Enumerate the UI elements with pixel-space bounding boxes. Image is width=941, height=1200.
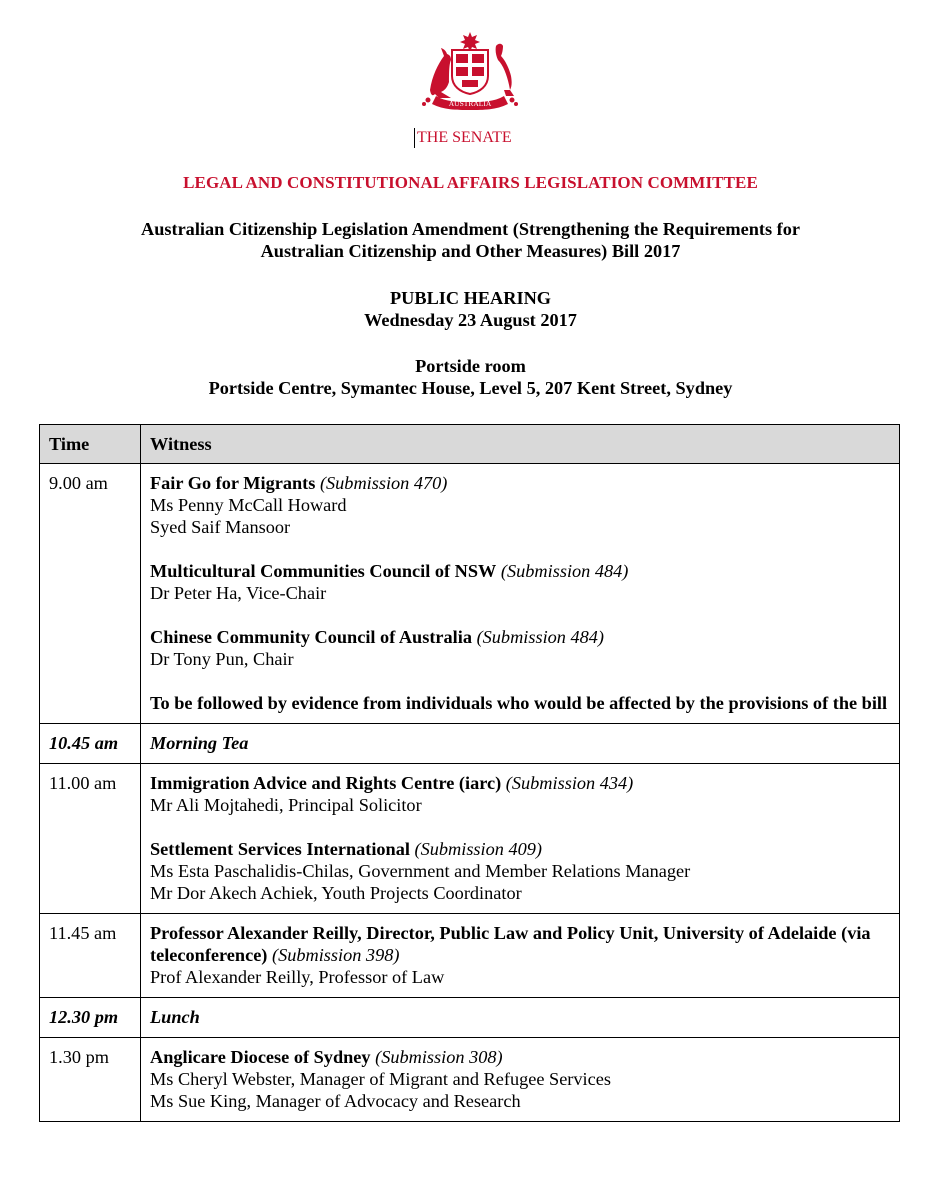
individuals-note: To be followed by evidence from individuals who would be affected by the provisions of the bill (150, 693, 888, 713)
organisation-name: Chinese Community Council of Australia (150, 627, 472, 647)
witness-name: Mr Ali Mojtahedi, Principal Solicitor (150, 795, 422, 815)
senate-label: THE SENATE (414, 128, 512, 148)
time-cell: 9.00 am (40, 464, 141, 724)
witness-name: Ms Sue King, Manager of Advocacy and Research (150, 1091, 521, 1111)
witness-name: Ms Penny McCall Howard (150, 495, 347, 515)
organisation-name: Anglicare Diocese of Sydney (150, 1047, 371, 1067)
organisation-name: Settlement Services International (150, 839, 410, 859)
witness-cell (141, 914, 900, 998)
organisation-name: Immigration Advice and Rights Centre (iarc) (150, 773, 502, 793)
bill-title-line-1: Australian Citizenship Legislation Amendment (Strengthening the Requirements for (141, 219, 800, 239)
witness-group (150, 472, 891, 538)
witness-group (150, 838, 891, 904)
witness-name: Dr Peter Ha, Vice-Chair (150, 583, 327, 603)
hearing-schedule-table (39, 424, 900, 1122)
witness-name: Ms Esta Paschalidis-Chilas, Government and Member Relations Manager (150, 861, 691, 881)
table-row (40, 914, 900, 998)
room-name: Portside room (415, 356, 526, 376)
crest-label: AUSTRALIA (448, 99, 492, 108)
witness-group (150, 922, 891, 988)
organisation-name: Professor Alexander Reilly, Director, Public Law and Policy Unit, University of Adelaide (via teleconference) (150, 923, 871, 965)
witness-name: Ms Cheryl Webster, Manager of Migrant and Refugee Services (150, 1069, 611, 1089)
organisation-name: Multicultural Communities Council of NSW (150, 561, 497, 581)
bill-title-line-2: Australian Citizenship and Other Measures) Bill 2017 (260, 241, 681, 261)
table-header-row (40, 425, 900, 464)
witness-group (150, 1046, 891, 1112)
table-row-break (40, 998, 900, 1038)
table-row (40, 1038, 900, 1122)
hearing-label: PUBLIC HEARING (390, 288, 551, 308)
venue-address: Portside Centre, Symantec House, Level 5, 207 Kent Street, Sydney (208, 378, 733, 398)
hearing-block (0, 287, 941, 331)
witness-cell (141, 464, 900, 724)
time-cell: 10.45 am (40, 724, 141, 764)
time-cell: 11.00 am (40, 764, 141, 914)
hearing-date: Wednesday 23 August 2017 (364, 310, 577, 330)
submission-ref: (Submission 409) (414, 839, 542, 859)
submission-ref: (Submission 470) (319, 473, 448, 493)
organisation-name: Fair Go for Migrants (150, 473, 316, 493)
witness-group (150, 626, 891, 670)
time-cell: 1.30 pm (40, 1038, 141, 1122)
time-cell: 11.45 am (40, 914, 141, 998)
witness-group (150, 772, 891, 816)
witness-name: Syed Saif Mansoor (150, 517, 291, 537)
break-label: Lunch (141, 998, 900, 1038)
witness-group (150, 560, 891, 604)
time-cell: 12.30 pm (40, 998, 141, 1038)
table-row-break (40, 724, 900, 764)
witness-group (150, 692, 891, 714)
submission-ref: (Submission 434) (505, 773, 634, 793)
break-label: Morning Tea (141, 724, 900, 764)
witness-cell (141, 1038, 900, 1122)
submission-ref: (Submission 484) (500, 561, 629, 581)
witness-name: Dr Tony Pun, Chair (150, 649, 294, 669)
time-column-header: Time (40, 425, 141, 464)
witness-name: Mr Dor Akech Achiek, Youth Projects Coordinator (150, 883, 522, 903)
submission-ref: (Submission 308) (375, 1047, 503, 1067)
witness-name: Prof Alexander Reilly, Professor of Law (150, 967, 445, 987)
bill-title (0, 218, 941, 262)
venue-block (0, 355, 941, 399)
table-row (40, 764, 900, 914)
submission-ref: (Submission 398) (271, 945, 400, 965)
witness-column-header: Witness (141, 425, 900, 464)
submission-ref: (Submission 484) (476, 627, 605, 647)
table-row (40, 464, 900, 724)
witness-cell (141, 764, 900, 914)
coat-of-arms-logo (414, 30, 526, 114)
committee-title: LEGAL AND CONSTITUTIONAL AFFAIRS LEGISLATION COMMITTEE (183, 173, 758, 192)
